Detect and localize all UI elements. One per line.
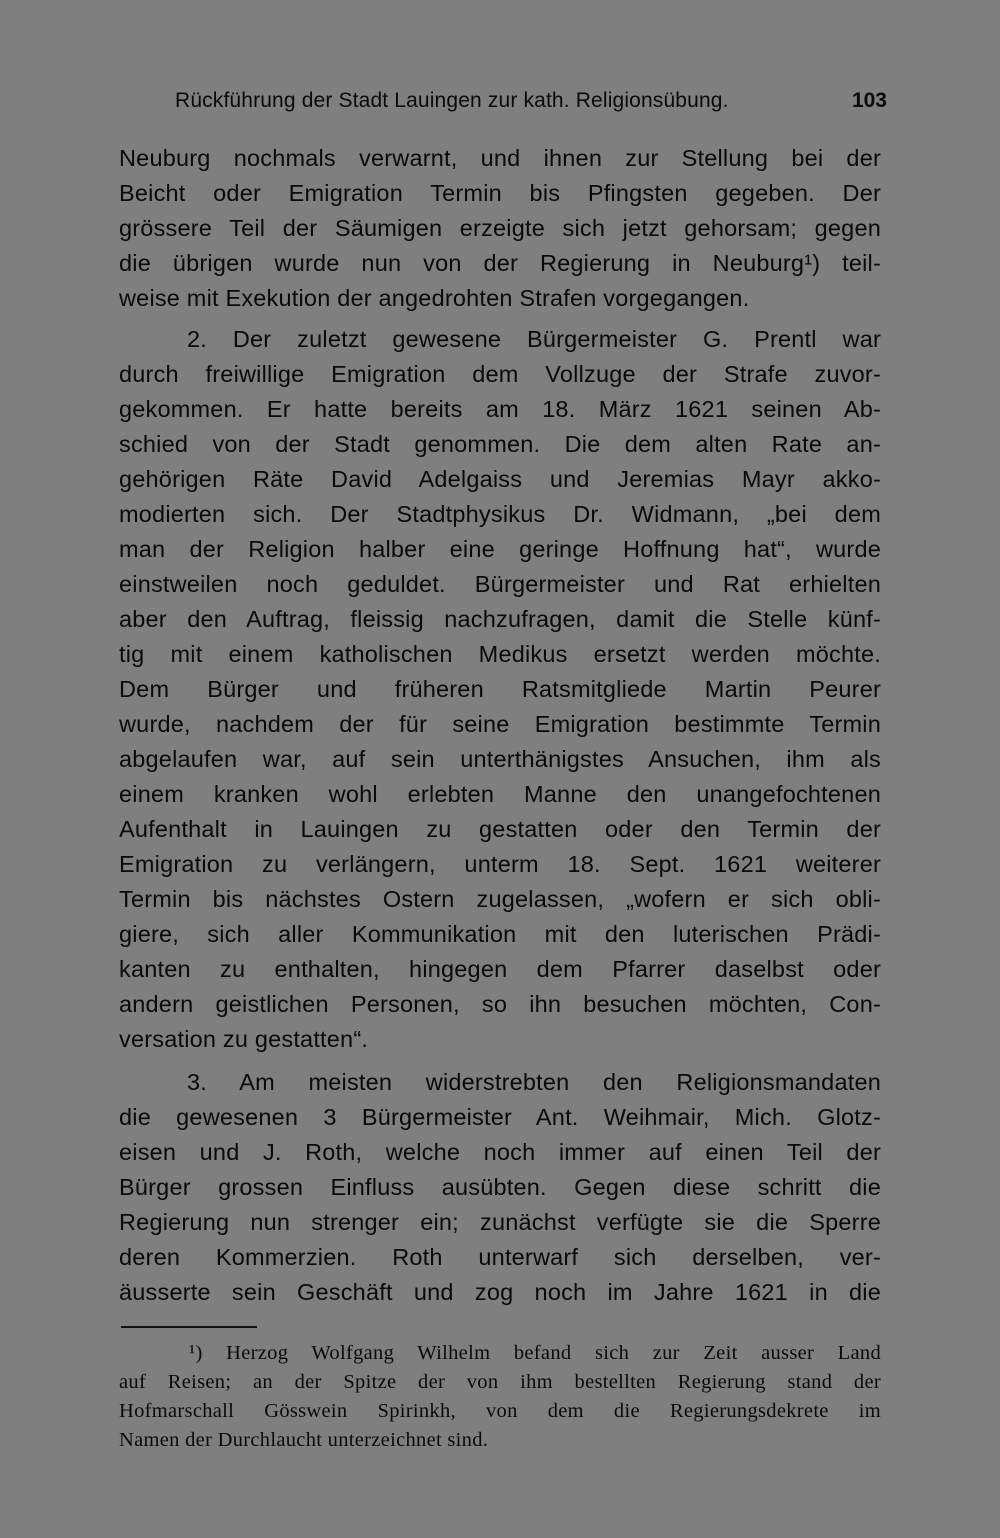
page-number: 103 [851,89,887,112]
text-line: Bürger grossen Einfluss ausübten. Gegen diese schritt die [119,1174,881,1200]
text-line: tig mit einem katholischen Medikus ersetzt werden möchte. [119,641,881,667]
text-line: Emigration zu verlängern, unterm 18. Sept. 1621 weiterer [119,851,881,877]
text-line: gekommen. Er hatte bereits am 18. März 1621 seinen Ab- [119,396,881,422]
text-line: Termin bis nächstes Ostern zugelassen, „wofern er sich obli- [119,886,881,912]
text-line: giere, sich aller Kommunikation mit den luterischen Prädi- [119,921,881,947]
text-line: einstweilen noch geduldet. Bürgermeister und Rat erhielten [119,571,881,597]
text-line: äusserte sein Geschäft und zog noch im Jahre 1621 in die [119,1279,881,1305]
text-line: schied von der Stadt genommen. Die dem alten Rate an- [119,431,881,457]
text-line: durch freiwillige Emigration dem Vollzuge der Strafe zuvor- [119,361,881,387]
text-line: die gewesenen 3 Bürgermeister Ant. Weihmair, Mich. Glotz- [119,1104,881,1130]
text-line: versation zu gestatten“. [119,1026,369,1052]
text-line: Regierung nun strenger ein; zunächst verfügte sie die Sperre [119,1209,881,1235]
text-line: andern geistlichen Personen, so ihn besuchen möchten, Con- [119,991,881,1017]
text-line: kanten zu enthalten, hingegen dem Pfarrer daselbst oder [119,956,881,982]
footnote-line: Namen der Durchlaucht unterzeichnet sind. [119,1429,489,1451]
text-line: weise mit Exekution der angedrohten Strafen vorgegangen. [119,285,750,311]
footnote-line: ¹) Herzog Wolfgang Wilhelm befand sich zur Zeit ausser Land [189,1342,881,1364]
text-line: 2. Der zuletzt gewesene Bürgermeister G. Prentl war [187,326,881,352]
text-line: deren Kommerzien. Roth unterwarf sich derselben, ver- [119,1244,881,1270]
text-line: man der Religion halber eine geringe Hoffnung hat“, wurde [119,536,881,562]
text-line: Aufenthalt in Lauingen zu gestatten oder den Termin der [119,816,881,842]
text-line: modierten sich. Der Stadtphysikus Dr. Widmann, „bei dem [119,501,881,527]
text-line: Dem Bürger und früheren Ratsmitgliede Martin Peurer [119,676,881,702]
text-line: einem kranken wohl erlebten Manne den unangefochtenen [119,781,881,807]
text-line: abgelaufen war, auf sein unterthänigstes Ansuchen, ihm als [119,746,881,772]
text-line: wurde, nachdem der für seine Emigration bestimmte Termin [119,711,881,737]
text-line: grössere Teil der Säumigen erzeigte sich jetzt gehorsam; gegen [119,215,881,241]
running-header [175,86,887,116]
footnote-divider [121,1326,257,1328]
text-line: Beicht oder Emigration Termin bis Pfingsten gegeben. Der [119,180,881,206]
text-line: 3. Am meisten widerstrebten den Religionsmandaten [187,1069,881,1095]
text-line: gehörigen Räte David Adelgaiss und Jeremias Mayr akko- [119,466,881,492]
footnote-line: Hofmarschall Gösswein Spirinkh, von dem die Regierungsdekrete im [119,1400,881,1422]
text-line: eisen und J. Roth, welche noch immer auf einen Teil der [119,1139,881,1165]
text-line: Neuburg nochmals verwarnt, und ihnen zur Stellung bei der [119,145,881,171]
text-line: die übrigen wurde nun von der Regierung in Neuburg¹) teil- [119,250,881,276]
running-title: Rückführung der Stadt Lauingen zur kath. Religionsübung. [175,89,729,112]
text-line: aber den Auftrag, fleissig nachzufragen, damit die Stelle künf- [119,606,881,632]
footnote-line: auf Reisen; an der Spitze der von ihm bestellten Regierung stand der [119,1371,881,1393]
